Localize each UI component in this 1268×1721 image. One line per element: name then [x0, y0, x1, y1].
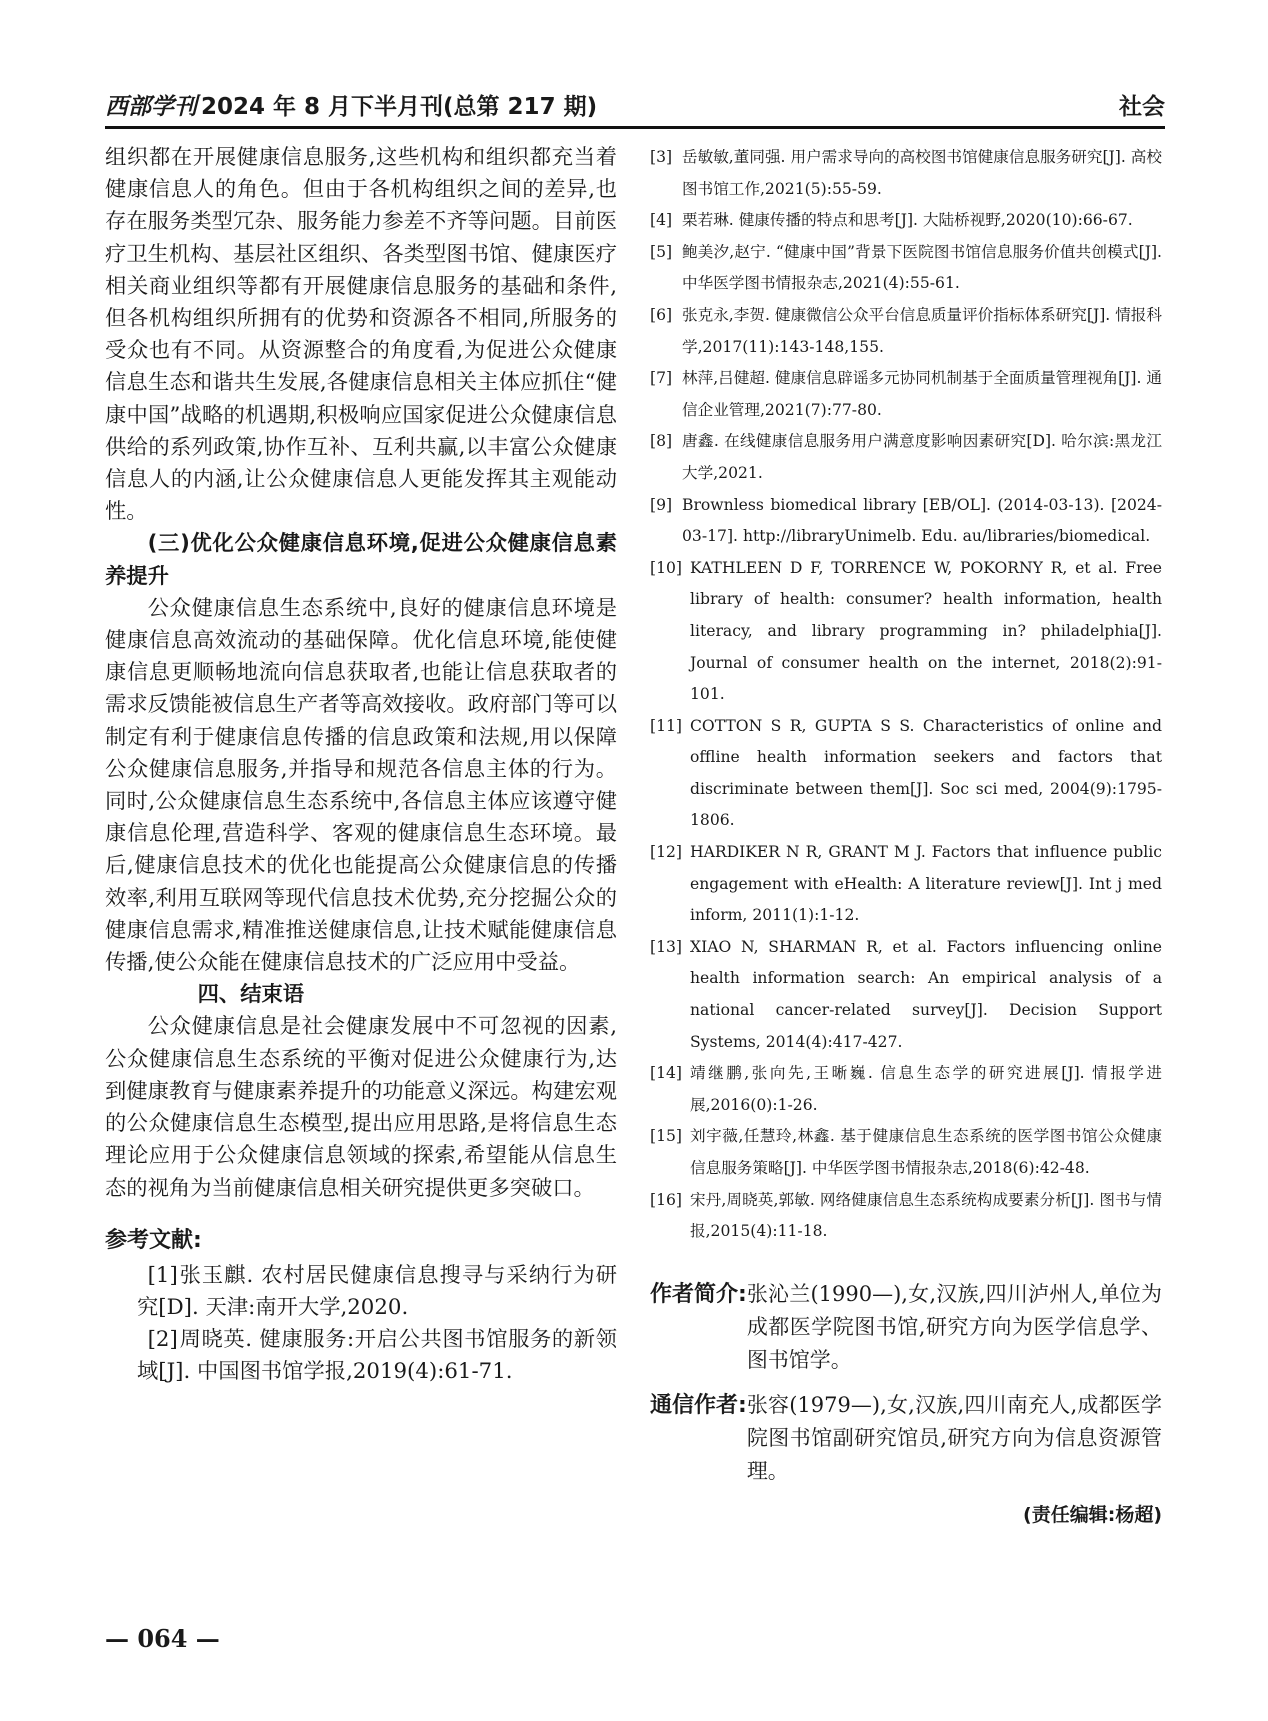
- reference-item: [650, 426, 1162, 489]
- reference-item: [650, 1185, 1162, 1248]
- page-number: — 064 —: [105, 1624, 220, 1653]
- reference-number: [16]: [650, 1190, 683, 1209]
- reference-item: [650, 1058, 1162, 1121]
- reference-number: [13]: [650, 937, 683, 956]
- reference-text: XIAO N, SHARMAN R, et al. Factors influencing online health information search: An empirical analysis of a national cancer-related survey[J]. Decision Support Systems, 2014(4):417-427.: [690, 937, 1162, 1051]
- author-intro-label: 作者简介:: [650, 1281, 747, 1307]
- corresponding-author: [650, 1389, 1162, 1488]
- reference-text: KATHLEEN D F, TORRENCE W, POKORNY R, et al. Free library of health: consumer? health information, health literacy, and library programming in? philadelphia[J]. Journal of consumer health on the internet, 2018(2):91-101.: [690, 558, 1162, 704]
- reference-text: 栗若琳. 健康传播的特点和思考[J]. 大陆桥视野,2020(10):66-67.: [682, 211, 1133, 230]
- subheading-3: (三)优化公众健康信息环境,促进公众健康信息素养提升: [105, 531, 617, 589]
- reference-item: [650, 837, 1162, 932]
- reference-number: [5]: [650, 242, 673, 261]
- reference-item: [650, 237, 1162, 300]
- reference-item: [650, 205, 1162, 237]
- reference-number: [6]: [650, 305, 673, 324]
- reference-item: [105, 1260, 617, 1324]
- issue-info: 2024 年 8 月下半月刊(总第 217 期): [201, 94, 598, 120]
- reference-text: Brownless biomedical library [EB/OL]. (2014-03-13). [2024-03-17]. http://libraryUnimelb. Edu. au/libraries/biomedical.: [682, 495, 1162, 546]
- reference-number: [2]: [147, 1327, 178, 1353]
- references-list-right: [650, 142, 1162, 1248]
- reference-item: [650, 711, 1162, 837]
- reference-item: [650, 1121, 1162, 1184]
- paragraph-conclusion: 公众健康信息是社会健康发展中不可忽视的因素,公众健康信息生态系统的平衡对促进公众健康行为,达到健康教育与健康素养提升的功能意义深远。构建宏观的公众健康信息生态模型,提出应用思路,是将信息生态理论应用于公众健康信息领域的探索,希望能从信息生态的视角为当前健康信息相关研究提供更多突破口。: [105, 1014, 617, 1201]
- section-name: 社会: [1119, 94, 1165, 120]
- reference-item: [650, 363, 1162, 426]
- responsible-editor: (责任编辑:杨超): [1023, 1503, 1162, 1526]
- reference-text: 张玉麒. 农村居民健康信息搜寻与采纳行为研究[D]. 天津:南开大学,2020.: [137, 1262, 617, 1320]
- reference-text: 鲍美汐,赵宁. “健康中国”背景下医院图书馆信息服务价值共创模式[J]. 中华医学图书情报杂志,2021(4):55-61.: [682, 242, 1162, 293]
- reference-text: HARDIKER N R, GRANT M J. Factors that influence public engagement with eHealth: A literature review[J]. Int j med inform, 2011(1):1-12.: [690, 843, 1162, 925]
- reference-number: [1]: [147, 1262, 178, 1288]
- references-list-left: [105, 1260, 617, 1389]
- reference-number: [9]: [650, 495, 673, 514]
- reference-text: 刘宇薇,任慧玲,林鑫. 基于健康信息生态系统的医学图书馆公众健康信息服务策略[J]. 中华医学图书情报杂志,2018(6):42-48.: [690, 1127, 1162, 1177]
- reference-text: 唐鑫. 在线健康信息服务用户满意度影响因素研究[D]. 哈尔滨:黑龙江大学,2021.: [682, 432, 1162, 482]
- reference-number: [14]: [650, 1064, 683, 1083]
- paragraph-environment: 公众健康信息生态系统中,良好的健康信息环境是健康信息高效流动的基础保障。优化信息环境,能使健康信息更顺畅地流向信息获取者,也能让信息获取者的需求反馈能被信息生产者等高效接收。政府部门等可以制定有利于健康信息传播的信息政策和法规,用以保障公众健康信息服务,并指导和规范各信息主体的行为。同时,公众健康信息生态系统中,各信息主体应该遵守健康信息伦理,营造科学、客观的健康信息生态环境。最后,健康信息技术的优化也能提高公众健康信息的传播效率,利用互联网等现代信息技术优势,充分挖掘公众的健康信息需求,精准推送健康信息,让技术赋能健康信息传播,使公众能在健康信息技术的广泛应用中受益。: [105, 595, 617, 976]
- reference-item: [105, 1324, 617, 1388]
- reference-number: [3]: [650, 148, 673, 166]
- journal-logo: 西部学刊: [105, 93, 197, 120]
- author-intro-text: 张沁兰(1990—),女,汉族,四川泸州人,单位为成都医学院图书馆,研究方向为医学信息学、图书馆学。: [746, 1281, 1162, 1372]
- page-header: [105, 84, 1165, 129]
- heading-conclusion: 四、结束语: [197, 982, 305, 1008]
- reference-text: 靖继鹏,张向先,王晰巍. 信息生态学的研究进展[J]. 情报学进展,2016(0):1-26.: [690, 1064, 1162, 1114]
- reference-text: 宋丹,周晓英,郭敏. 网络健康信息生态系统构成要素分析[J]. 图书与情报,2015(4):11-18.: [690, 1190, 1162, 1241]
- reference-number: [8]: [650, 432, 673, 451]
- reference-number: [10]: [650, 558, 683, 577]
- reference-text: 林萍,吕健超. 健康信息辟谣多元协同机制基于全面质量管理视角[J]. 通信企业管理,2021(7):77-80.: [682, 369, 1162, 419]
- reference-number: [15]: [650, 1127, 683, 1146]
- left-column: [105, 142, 617, 1389]
- reference-number: [4]: [650, 211, 673, 230]
- reference-item: [650, 932, 1162, 1058]
- corresponding-author-label: 通信作者:: [650, 1392, 747, 1418]
- references-title: 参考文献:: [105, 1227, 202, 1253]
- journal-title: [105, 88, 597, 121]
- right-column: [650, 142, 1162, 1527]
- reference-number: [12]: [650, 843, 683, 862]
- corresponding-author-text: 张容(1979—),女,汉族,四川南充人,成都医学院图书馆副研究馆员,研究方向为信息资源管理。: [746, 1392, 1162, 1483]
- reference-text: 岳敏敏,董同强. 用户需求导向的高校图书馆健康信息服务研究[J]. 高校图书馆工作,2021(5):55-59.: [682, 148, 1162, 198]
- reference-text: 张克永,李贺. 健康微信公众平台信息质量评价指标体系研究[J]. 情报科学,2017(11):143-148,155.: [682, 305, 1162, 356]
- author-intro: [650, 1278, 1162, 1377]
- reference-item: [650, 142, 1162, 205]
- reference-number: [11]: [650, 716, 683, 735]
- reference-item: [650, 553, 1162, 711]
- reference-item: [650, 300, 1162, 363]
- reference-item: [650, 490, 1162, 553]
- reference-text: 周晓英. 健康服务:开启公共图书馆服务的新领域[J]. 中国图书馆学报,2019(4):61-71.: [137, 1327, 617, 1385]
- author-bio: [650, 1278, 1162, 1527]
- paragraph-intro: 组织都在开展健康信息服务,这些机构和组织都充当着健康信息人的角色。但由于各机构组织之间的差异,也存在服务类型冗杂、服务能力参差不齐等问题。目前医疗卫生机构、基层社区组织、各类型图书馆、健康医疗相关商业组织等都有开展健康信息服务的基础和条件,但各机构组织所拥有的优势和资源各不相同,所服务的受众也有不同。从资源整合的角度看,为促进公众健康信息生态和谐共生发展,各健康信息相关主体应抓住“健康中国”战略的机遇期,积极响应国家促进公众健康信息供给的系列政策,协作互补、互利共赢,以丰富公众健康信息人的内涵,让公众健康信息人更能发挥其主观能动性。: [105, 145, 617, 525]
- reference-text: COTTON S R, GUPTA S S. Characteristics of online and offline health information seekers and factors that discriminate between them[J]. Soc sci med, 2004(9):1795-1806.: [690, 716, 1162, 830]
- reference-number: [7]: [650, 369, 673, 388]
